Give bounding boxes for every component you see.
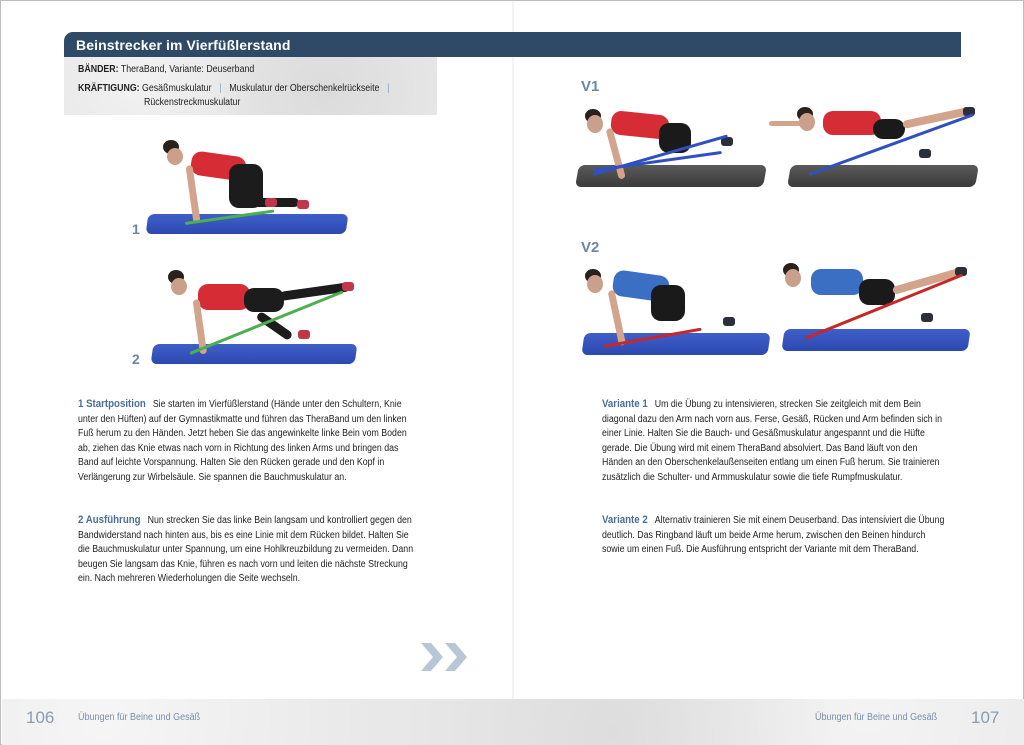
muscle-item: Muskulatur der Oberschenkelrückseite [229, 83, 380, 94]
variant-1-text: Um die Übung zu intensivieren, strecken Sie zeitgleich mit dem Bein diagonal dazu den Arm nach vorn aus. Ferse, Gesäß, Rücken und Arm befinden sich in einer Linie. Halten Sie die Bauch- und Gesäßmuskulatur angespannt und die Hüfte gerade. Die Übung wird mit einem TheraBand absolviert. Das Band läuft von den Händen an den Oberschenkelaußenseiten entlang um einen Fuß herum. Sie trainieren zusätzlich die Schulter- und Armmuskulatur sowie die tiefe Rumpfmuskulatur. [602, 399, 942, 483]
step-1-description [78, 397, 421, 486]
step-2-text: Nun strecken Sie das linke Bein langsam und kontrolliert gegen den Bandwiderstand nach hinten aus, bis es eine Linie mit dem Rücken bildet. Halten Sie die Bauchmuskulatur unter Spannung, um eine Hohlkreuzbildung zu vermeiden. Dann beugen Sie langsam das Knie, führen es nach vorn und leiten die nächste Streckung ein. Nach mehreren Wiederholungen die Seite wechseln. [78, 515, 414, 585]
photo-step-2 [146, 266, 361, 371]
step-1-heading: 1 Startposition [78, 398, 146, 410]
photo-step-1 [141, 136, 356, 241]
step-1-text: Sie starten im Vierfüßlerstand (Hände unter den Schultern, Knie unter den Hüften) auf der Gymnastikmatte und führen das TheraBand um den linken Fuß herum zu den Händen. Jetzt heben Sie das angewinkelte linke Bein vom Boden ab, ziehen das Knie etwas nach vorn in Richtung des linken Arms und bringen das Band auf leichte Vorspannung. Halten Sie den Rücken gerade und den Kopf in Verlängerung zur Wirbelsäule. Sie spannen die Bauchmuskulatur an. [78, 399, 407, 483]
variant-2-label: V2 [581, 239, 600, 256]
variant-2-description [602, 513, 950, 558]
bands-row [78, 64, 254, 75]
muscle-item: Rückenstreckmuskulatur [144, 97, 241, 108]
page-footer [2, 699, 1024, 745]
exercise-title-bar [64, 32, 961, 57]
strengthening-row-cont [144, 97, 240, 108]
step-1-label: 1 [132, 221, 140, 237]
variant-2-text: Alternativ trainieren Sie mit einem Deuserband. Das intensiviert die Übung deutlich. Das Ringband läuft um beide Arme herum, zwischen den Beinen hindurch sowie um einen Fuß. Die Ausführung entspricht der Variante mit dem TheraBand. [602, 515, 945, 556]
bands-label: BÄNDER: [78, 64, 119, 75]
step-2-description [78, 513, 421, 587]
double-chevron-right-icon[interactable] [419, 641, 469, 673]
photo-variant-1-start [573, 101, 768, 191]
separator: | [387, 83, 390, 94]
exercise-title: Beinstrecker im Vierfüßlerstand [76, 37, 291, 53]
variant-1-description [602, 397, 950, 486]
variant-1-heading: Variante 1 [602, 398, 648, 410]
book-spine [512, 1, 514, 745]
page-number-right: 107 [971, 708, 1000, 727]
variant-1-label: V1 [581, 78, 600, 95]
bands-value: TheraBand, Variante: Deuserband [120, 64, 255, 75]
photo-variant-2-extended [779, 259, 974, 354]
chapter-title-left: Übungen für Beine und Gesäß [78, 712, 201, 723]
strengthening-row [78, 83, 395, 94]
photo-variant-1-extended [769, 101, 984, 191]
strengthening-label: KRÄFTIGUNG: [78, 83, 140, 94]
chapter-title-right: Übungen für Beine und Gesäß [815, 712, 938, 723]
step-2-label: 2 [132, 351, 140, 367]
muscle-item: Gesäßmuskulatur [142, 83, 212, 94]
variant-2-heading: Variante 2 [602, 514, 648, 526]
separator: | [219, 83, 222, 94]
step-2-heading: 2 Ausführung [78, 514, 141, 526]
photo-variant-2-start [579, 263, 774, 358]
exercise-info-box [64, 57, 437, 115]
page-number-left: 106 [26, 708, 55, 727]
